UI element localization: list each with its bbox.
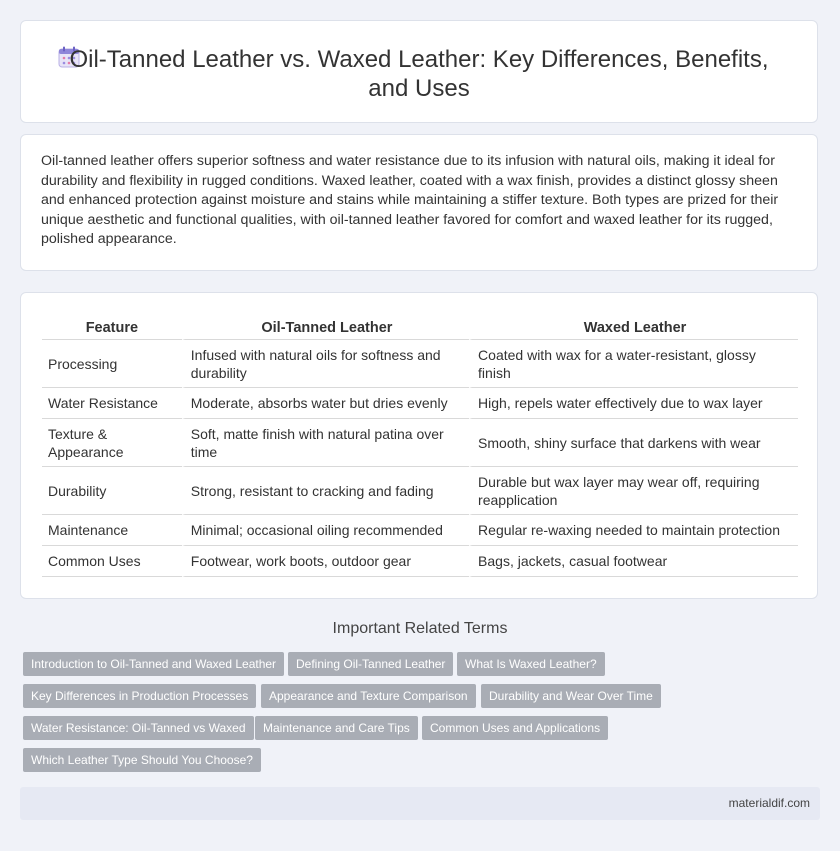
table-cell: Coated with wax for a water-resistant, glossy finish — [469, 340, 798, 388]
table-cell: Footwear, work boots, outdoor gear — [182, 546, 469, 577]
footer-site-link[interactable]: materialdif.com — [728, 796, 810, 810]
table-row — [42, 467, 798, 515]
page-title: Oil-Tanned Leather vs. Waxed Leather: Key Differences, Benefits, and Uses — [69, 46, 769, 102]
related-term-tag[interactable]: Maintenance and Care Tips — [255, 716, 418, 740]
footer — [20, 787, 820, 820]
table-cell: Processing — [42, 340, 182, 388]
table-cell: Bags, jackets, casual footwear — [469, 546, 798, 577]
table-cell: Regular re-waxing needed to maintain protection — [469, 515, 798, 546]
table-cell: High, repels water effectively due to wax layer — [469, 388, 798, 419]
table-cell: Smooth, shiny surface that darkens with wear — [469, 419, 798, 467]
table-cell: Moderate, absorbs water but dries evenly — [182, 388, 469, 419]
table-cell: Soft, matte finish with natural patina over time — [182, 419, 469, 467]
related-term-tag[interactable]: Key Differences in Production Processes — [23, 684, 256, 708]
related-term-tag[interactable]: Appearance and Texture Comparison — [261, 684, 476, 708]
table-row — [42, 340, 798, 388]
table-cell: Durable but wax layer may wear off, requiring reapplication — [469, 467, 798, 515]
comparison-table-card — [20, 292, 818, 599]
related-term-tag[interactable]: Introduction to Oil-Tanned and Waxed Leather — [23, 652, 284, 676]
table-row — [42, 546, 798, 577]
intro-card — [20, 134, 818, 271]
related-term-tag[interactable]: Defining Oil-Tanned Leather — [288, 652, 453, 676]
table-row — [42, 515, 798, 546]
related-term-tag[interactable]: Common Uses and Applications — [422, 716, 608, 740]
related-term-tag[interactable]: Which Leather Type Should You Choose? — [23, 748, 261, 772]
table-row — [42, 419, 798, 467]
header-waxed: Waxed Leather — [469, 315, 798, 340]
comparison-table — [42, 315, 798, 577]
header-oil-tanned: Oil-Tanned Leather — [182, 315, 469, 340]
table-cell: Water Resistance — [42, 388, 182, 419]
related-term-tag[interactable]: Durability and Wear Over Time — [481, 684, 661, 708]
intro-paragraph: Oil-tanned leather offers superior softness and water resistance due to its infusion with natural oils, making it ideal for durability and flexibility in rugged conditions. Waxed leather, coated with a wax finish, provides a distinct glossy sheen and enhanced protection against moisture and stains while maintaining a stiffer texture. Both types are prized for their unique aesthetic and functional qualities, with oil-tanned leather favored for comfort and waxed leather for its rugged, polished appearance. — [41, 153, 779, 247]
table-cell: Strong, resistant to cracking and fading — [182, 467, 469, 515]
related-terms-heading: Important Related Terms — [332, 620, 508, 637]
related-term-tag[interactable]: Water Resistance: Oil-Tanned vs Waxed — [23, 716, 254, 740]
table-header-row — [42, 315, 798, 340]
table-row — [42, 388, 798, 419]
related-term-tag[interactable]: What Is Waxed Leather? — [457, 652, 605, 676]
table-cell: Durability — [42, 467, 182, 515]
header-card — [20, 20, 818, 123]
table-cell: Minimal; occasional oiling recommended — [182, 515, 469, 546]
table-cell: Texture & Appearance — [42, 419, 182, 467]
table-cell: Common Uses — [42, 546, 182, 577]
table-cell: Maintenance — [42, 515, 182, 546]
header-feature: Feature — [42, 315, 182, 340]
table-cell: Infused with natural oils for softness and durability — [182, 340, 469, 388]
